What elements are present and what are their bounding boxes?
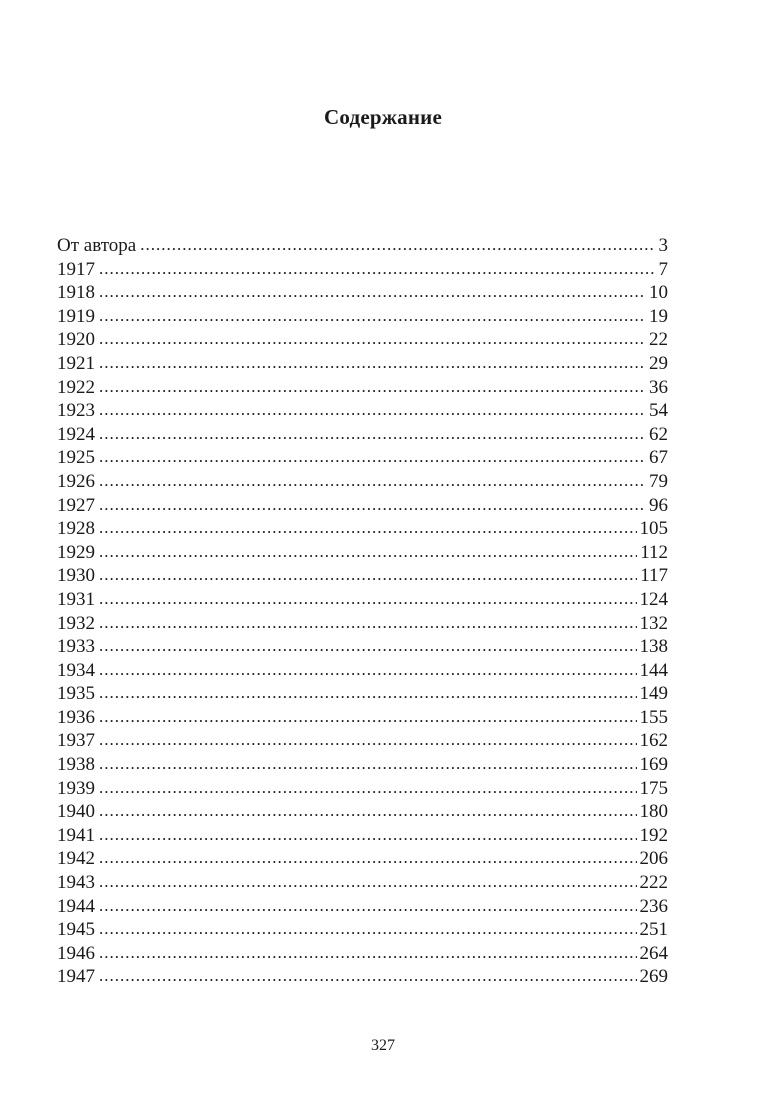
- toc-entry-label: 1919: [57, 305, 95, 327]
- toc-entry-label: 1946: [57, 942, 95, 964]
- toc-entry-page: 169: [639, 754, 668, 776]
- toc-entry-page: 19: [649, 305, 668, 327]
- toc-entry-page: 96: [649, 494, 668, 516]
- toc-entry-page: 29: [649, 352, 668, 374]
- toc-entry-page: 206: [639, 848, 668, 870]
- toc-entry-page: 149: [639, 683, 668, 705]
- toc-entry-page: 180: [639, 801, 668, 823]
- toc-entry: [57, 281, 668, 305]
- toc-entry: [57, 423, 668, 447]
- toc-entry-page: 155: [639, 706, 668, 728]
- dot-leader: [99, 964, 637, 988]
- toc-entry-label: 1941: [57, 824, 95, 846]
- toc-entry-page: 124: [639, 588, 668, 610]
- dot-leader: [99, 493, 646, 517]
- dot-leader: [99, 445, 646, 469]
- toc-entry: [57, 446, 668, 470]
- dot-leader: [99, 516, 637, 540]
- toc-entry-page: 264: [639, 942, 668, 964]
- toc-entry: [57, 470, 668, 494]
- dot-leader: [99, 634, 637, 658]
- toc-entry-label: 1922: [57, 376, 95, 398]
- toc-entry: [57, 918, 668, 942]
- toc-entry-label: 1931: [57, 588, 95, 610]
- dot-leader: [99, 776, 637, 800]
- toc-entry: [57, 800, 668, 824]
- toc-entry-page: 132: [639, 612, 668, 634]
- toc-entry-label: 1932: [57, 612, 95, 634]
- toc-entry-label: 1927: [57, 494, 95, 516]
- toc-entry-label: 1947: [57, 966, 95, 988]
- toc-entry-label: От автора: [57, 235, 137, 256]
- toc-entry-page: 67: [649, 447, 668, 469]
- toc-entry: [57, 541, 668, 565]
- toc-entry: [57, 258, 668, 282]
- toc-entry-label: 1939: [57, 777, 95, 799]
- dot-leader: [99, 846, 637, 870]
- toc-entry-page: 269: [639, 966, 668, 988]
- dot-leader: [99, 611, 637, 635]
- dot-leader: [99, 870, 637, 894]
- page-title: Содержание: [324, 105, 442, 129]
- dot-leader: [99, 941, 637, 965]
- toc-entry-page: 144: [639, 659, 668, 681]
- toc-entry: [57, 635, 668, 659]
- dot-leader: [99, 351, 646, 375]
- toc-entry-page: 236: [639, 895, 668, 917]
- toc-entry-page: 3: [658, 235, 668, 256]
- toc-entry-label: 1930: [57, 565, 95, 587]
- toc-entry: [57, 376, 668, 400]
- dot-leader: [99, 375, 646, 399]
- toc-entry-label: 1942: [57, 848, 95, 870]
- toc-entry: [57, 588, 668, 612]
- dot-leader: [99, 894, 637, 918]
- dot-leader: [99, 469, 646, 493]
- toc-entry-label: 1944: [57, 895, 95, 917]
- toc-entry-page: 7: [658, 258, 668, 280]
- toc-entry: [57, 328, 668, 352]
- toc-entry-page: 192: [639, 824, 668, 846]
- toc-entry-page: 79: [649, 470, 668, 492]
- toc-entry: [57, 706, 668, 730]
- toc-entry: [57, 824, 668, 848]
- dot-leader: [99, 422, 646, 446]
- dot-leader: [99, 799, 637, 823]
- dot-leader: [99, 540, 637, 564]
- dot-leader: [99, 658, 637, 682]
- toc-entry: [57, 659, 668, 683]
- toc-entry: [57, 494, 668, 518]
- toc-entry: [57, 753, 668, 777]
- toc-entry-page: 117: [640, 565, 668, 587]
- dot-leader: [99, 280, 646, 304]
- toc-entry: [57, 942, 668, 966]
- toc-entry-page: 54: [649, 400, 668, 422]
- toc-entry-page: 105: [639, 518, 668, 540]
- toc-entry: [57, 777, 668, 801]
- toc-entry-label: 1918: [57, 282, 95, 304]
- dot-leader: [99, 823, 637, 847]
- page-number: 327: [371, 1037, 395, 1054]
- dot-leader: [99, 752, 637, 776]
- toc-entry-page: 10: [649, 282, 668, 304]
- toc-entry-page: 251: [639, 919, 668, 941]
- toc-entry: [57, 305, 668, 329]
- toc-entry: [57, 564, 668, 588]
- dot-leader: [99, 563, 637, 587]
- dot-leader: [99, 728, 637, 752]
- dot-leader: [99, 398, 646, 422]
- toc-entry-label: 1943: [57, 872, 95, 894]
- dot-leader: [99, 304, 646, 328]
- toc-entry: [57, 847, 668, 871]
- toc-entry-label: 1945: [57, 919, 95, 941]
- toc-entry-label: 1936: [57, 706, 95, 728]
- dot-leader: [99, 705, 637, 729]
- toc-entry-page: 22: [649, 329, 668, 351]
- toc-entry: [57, 729, 668, 753]
- toc-entry-label: 1934: [57, 659, 95, 681]
- toc-entry-label: 1937: [57, 730, 95, 752]
- dot-leader: [99, 681, 637, 705]
- toc-entry: [57, 682, 668, 706]
- toc-entry: [57, 871, 668, 895]
- toc-entry-label: 1917: [57, 258, 95, 280]
- dot-leader: [140, 233, 655, 257]
- toc-entry: [57, 399, 668, 423]
- toc-entry-page: 138: [639, 636, 668, 658]
- toc-entry-page: 162: [639, 730, 668, 752]
- toc-entry-page: 62: [649, 423, 668, 445]
- toc-entry-page: 222: [639, 872, 668, 894]
- toc-entry: [57, 517, 668, 541]
- toc-entry: [57, 895, 668, 919]
- toc-entry-label: 1923: [57, 400, 95, 422]
- toc-entry-label: 1935: [57, 683, 95, 705]
- toc-entry-label: 1926: [57, 470, 95, 492]
- toc-entry: [57, 965, 668, 989]
- toc-entry: [57, 234, 668, 258]
- dot-leader: [99, 587, 637, 611]
- toc-entry-label: 1920: [57, 329, 95, 351]
- table-of-contents: [57, 234, 668, 989]
- dot-leader: [99, 257, 656, 281]
- toc-entry-label: 1925: [57, 447, 95, 469]
- dot-leader: [99, 917, 637, 941]
- toc-entry-label: 1928: [57, 518, 95, 540]
- toc-entry-page: 175: [639, 777, 668, 799]
- dot-leader: [99, 327, 646, 351]
- toc-entry-label: 1940: [57, 801, 95, 823]
- toc-entry-label: 1921: [57, 352, 95, 374]
- toc-entry-label: 1938: [57, 754, 95, 776]
- toc-entry-label: 1933: [57, 636, 95, 658]
- toc-entry: [57, 352, 668, 376]
- toc-entry-page: 36: [649, 376, 668, 398]
- toc-entry-label: 1929: [57, 541, 95, 563]
- toc-entry: [57, 612, 668, 636]
- toc-entry-page: 112: [640, 541, 668, 563]
- toc-entry-label: 1924: [57, 423, 95, 445]
